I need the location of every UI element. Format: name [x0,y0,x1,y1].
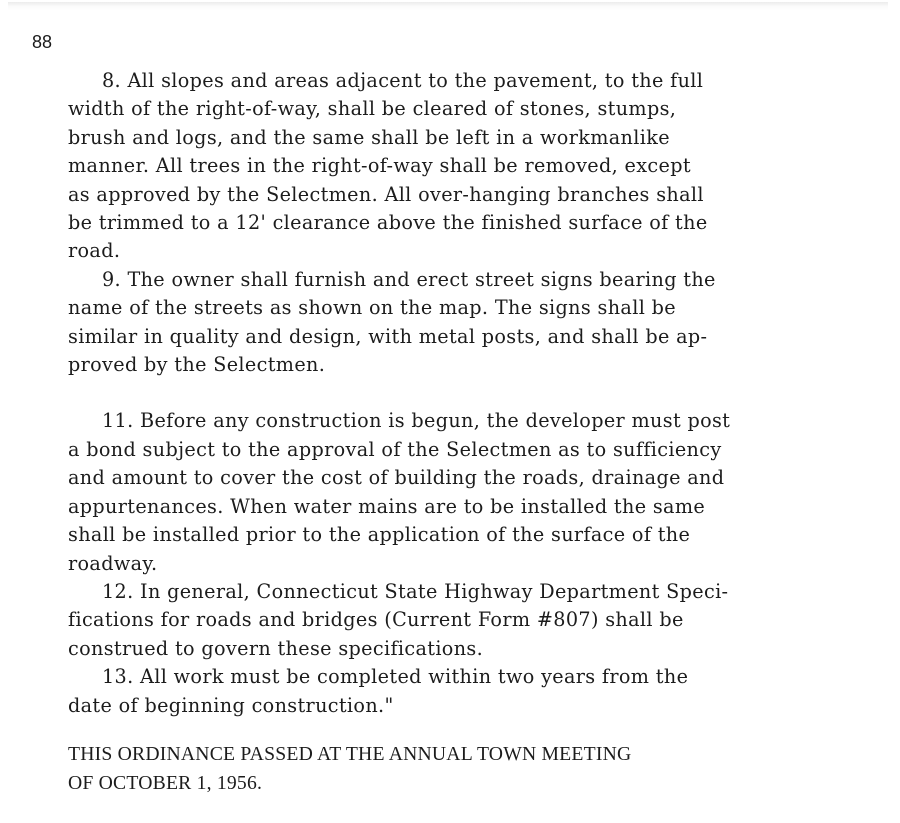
section-12-line-2: fications for roads and bridges (Current Form #807) shall be [68,608,684,632]
section-8 [68,67,868,266]
ordinance-body [68,67,868,720]
section-8-line-3: brush and logs, and the same shall be left in a workmanlike [68,125,670,149]
section-9 [68,266,868,380]
section-11-line-1: 11. Before any construction is begun, the developer must post [102,409,731,433]
ordinance-passage-statement [68,740,836,798]
page-number: 88 [32,32,53,52]
section-11-line-3: and amount to cover the cost of building the roads, drainage and [68,466,725,490]
section-12-line-1: 12. In general, Connecticut State Highway Department Speci- [102,579,729,603]
section-11-line-2: a bond subject to the approval of the Selectmen as to sufficiency [68,437,722,461]
section-8-line-4: manner. All trees in the right-of-way shall be removed, except [68,154,691,178]
section-11 [68,407,868,577]
section-9-line-3: similar in quality and design, with metal posts, and shall be ap- [68,324,708,348]
section-13 [68,663,868,720]
section-12-line-3: construed to govern these specifications. [68,636,484,660]
section-8-line-5: as approved by the Selectmen. All over-hanging branches shall [68,182,704,206]
section-8-line-1: 8. All slopes and areas adjacent to the pavement, to the full [102,69,704,92]
section-gap [68,379,868,407]
section-13-line-2: date of beginning construction." [68,693,394,717]
section-8-line-2: width of the right-of-way, shall be cleared of stones, stumps, [68,97,677,121]
closing-line-1: THIS ORDINANCE PASSED AT THE ANNUAL TOWN MEETING [68,743,632,765]
section-13-line-1: 13. All work must be completed within two years from the [102,665,689,689]
section-11-line-5: shall be installed prior to the application of the surface of the [68,523,691,547]
scan-bleed-through [8,2,888,11]
section-12 [68,578,868,663]
section-9-line-4: proved by the Selectmen. [68,353,326,377]
section-9-line-2: name of the streets as shown on the map. The signs shall be [68,296,676,320]
section-8-line-6: be trimmed to a 12' clearance above the finished surface of the [68,211,708,235]
section-11-line-6: roadway. [68,551,158,575]
section-11-line-4: appurtenances. When water mains are to be installed the same [68,494,706,518]
section-8-line-7: road. [68,239,121,263]
closing-line-2: OF OCTOBER 1, 1956. [68,772,263,794]
section-9-line-1: 9. The owner shall furnish and erect street signs bearing the [102,267,716,291]
